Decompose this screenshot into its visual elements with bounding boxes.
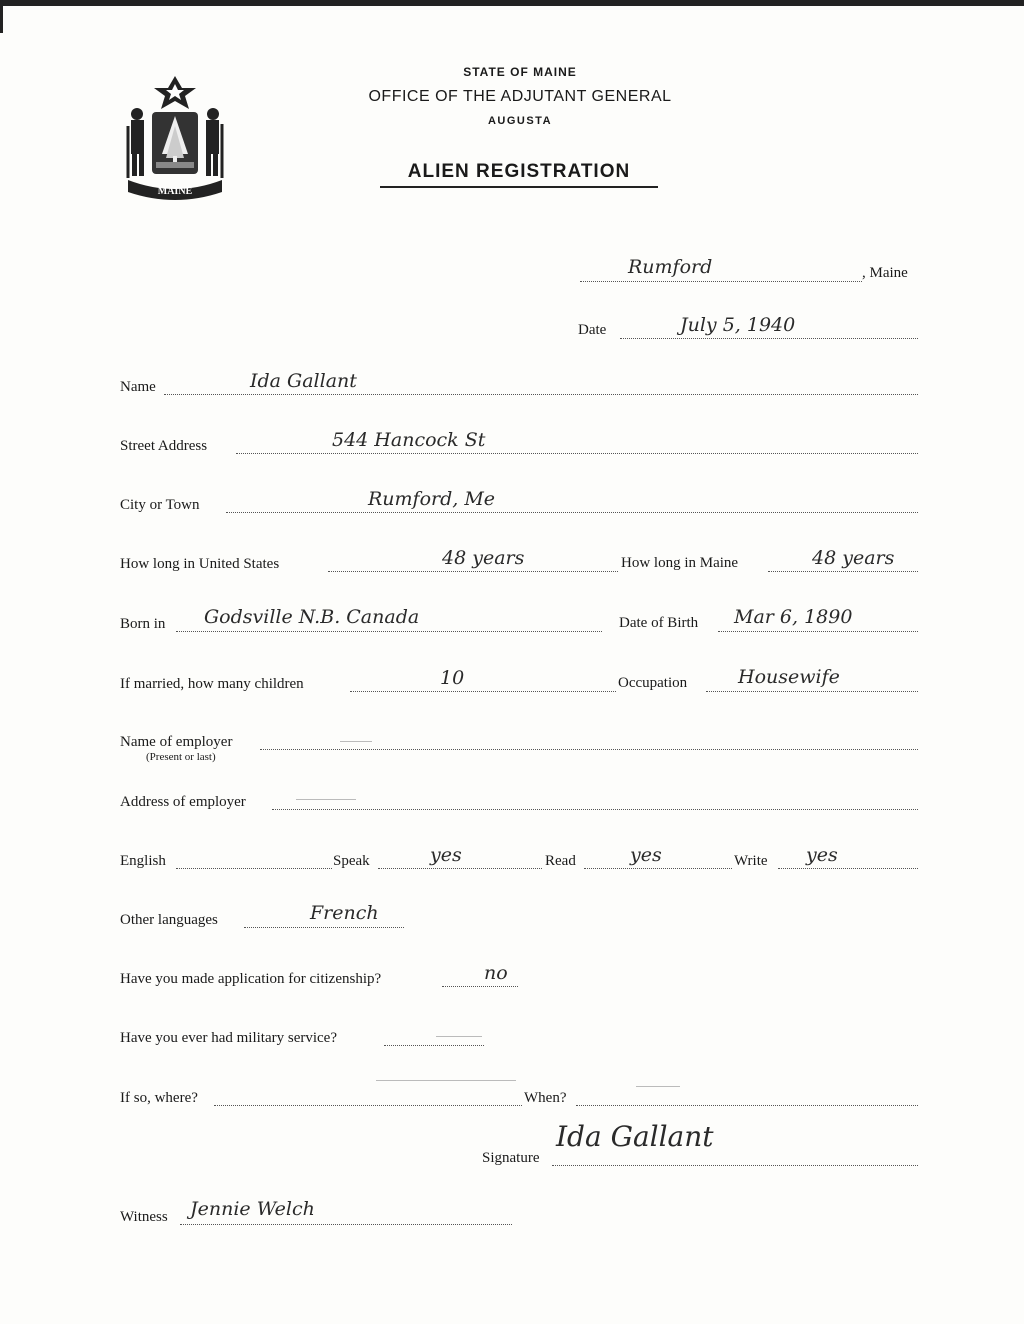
where-label: If so, where? [120,1090,198,1106]
scan-border [0,0,1024,6]
place-value[interactable]: Rumford [628,256,713,278]
when-dash-mark [636,1086,680,1087]
read-label: Read [545,853,576,869]
military-dash-mark [436,1036,482,1037]
city-line [226,512,918,513]
children-label: If married, how many children [120,676,304,692]
city-label: City or Town [120,497,200,513]
seal-banner-text: MAINE [157,186,193,197]
when-label: When? [524,1090,567,1106]
employer-line[interactable] [260,749,918,750]
write-value[interactable]: yes [806,844,838,866]
street-label: Street Address [120,438,208,454]
employer-address-dash-mark [296,799,356,800]
other-languages-line [244,927,404,928]
place-suffix: , Maine [862,265,908,281]
occupation-value[interactable]: Housewife [738,666,840,688]
citizenship-label: Have you made application for citizenship? [120,971,382,987]
english-line [176,868,332,869]
name-label: Name [120,379,156,395]
when-line[interactable] [576,1105,918,1106]
date-label: Date [578,322,607,338]
employer-dash-mark [340,741,372,742]
read-value[interactable]: yes [630,844,662,866]
name-line [164,394,918,395]
born-value[interactable]: Godsville N.B. Canada [204,606,420,628]
where-line[interactable] [214,1105,522,1106]
military-line[interactable] [384,1045,484,1046]
form-title: ALIEN REGISTRATION [380,161,658,188]
children-line [350,691,616,692]
occupation-line [706,691,918,692]
signature-value[interactable]: Ida Gallant [556,1120,714,1153]
other-languages-label: Other languages [120,912,218,928]
witness-label: Witness [120,1209,168,1225]
name-value[interactable]: Ida Gallant [250,370,357,392]
employer-label: Name of employer [120,734,233,750]
citizenship-line [442,986,518,987]
other-languages-value[interactable]: French [310,902,379,924]
us-years-value[interactable]: 48 years [442,547,525,569]
speak-label: Speak [333,853,370,869]
us-years-line [328,571,618,572]
employer-sublabel: (Present or last) [146,751,216,763]
witness-line [180,1224,512,1225]
witness-value[interactable]: Jennie Welch [190,1198,315,1220]
office-heading: OFFICE OF THE ADJUTANT GENERAL [368,88,672,105]
employer-address-line[interactable] [272,809,918,810]
street-line [236,453,918,454]
dob-value[interactable]: Mar 6, 1890 [734,606,853,628]
dob-line [718,631,918,632]
write-line [778,868,918,869]
employer-address-label: Address of employer [120,794,246,810]
state-heading: STATE OF MAINE [463,65,577,79]
speak-value[interactable]: yes [430,844,462,866]
maine-years-label: How long in Maine [621,555,739,571]
occupation-label: Occupation [618,675,688,691]
maine-years-line [768,571,918,572]
english-label: English [120,853,166,869]
us-years-label: How long in United States [120,556,280,572]
military-label: Have you ever had military service? [120,1030,337,1046]
date-value[interactable]: July 5, 1940 [680,314,796,336]
date-line [620,338,918,339]
born-label: Born in [120,616,166,632]
street-value[interactable]: 544 Hancock St [332,429,486,451]
write-label: Write [734,853,768,869]
scan-corner [0,0,33,33]
where-dash-mark [376,1080,516,1081]
signature-line [552,1165,918,1166]
signature-label: Signature [482,1150,540,1166]
children-value[interactable]: 10 [440,667,465,689]
place-line [580,281,862,282]
born-line [176,631,602,632]
speak-line [378,868,542,869]
city-heading: AUGUSTA [487,115,553,127]
city-value[interactable]: Rumford, Me [368,488,496,510]
dob-label: Date of Birth [619,615,699,631]
citizenship-value[interactable]: no [484,962,508,984]
maine-years-value[interactable]: 48 years [812,547,895,569]
read-line [584,868,732,869]
maine-seal-image [122,74,228,202]
